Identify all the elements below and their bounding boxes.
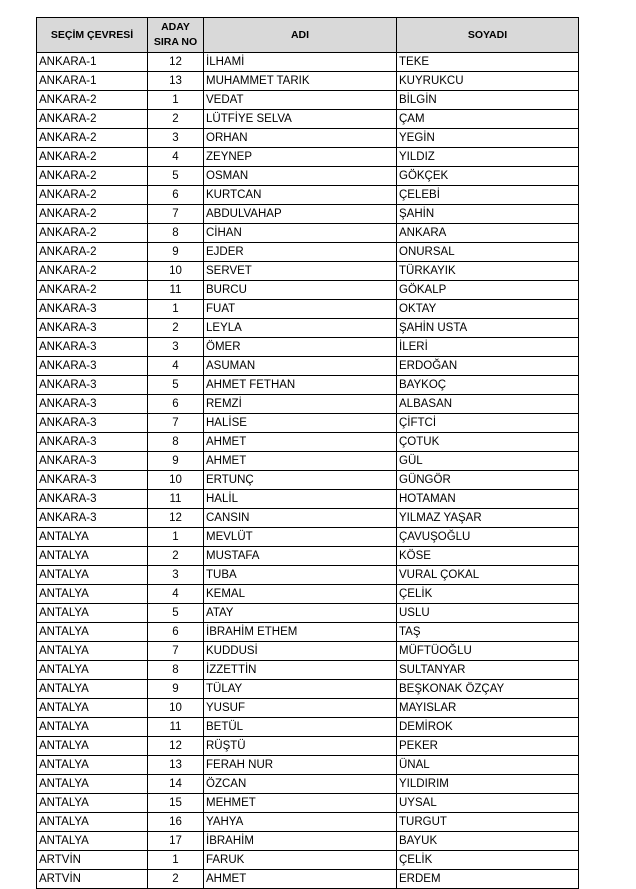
table-row bbox=[37, 376, 579, 395]
table-row bbox=[37, 433, 579, 452]
cell-name: İBRAHİM ETHEM bbox=[204, 623, 397, 642]
cell-name: AHMET bbox=[204, 452, 397, 471]
table-row bbox=[37, 775, 579, 794]
candidate-list-sheet bbox=[36, 17, 578, 889]
cell-order-no: 10 bbox=[148, 262, 204, 281]
table-row bbox=[37, 737, 579, 756]
cell-surname: OKTAY bbox=[397, 300, 579, 319]
table-row bbox=[37, 718, 579, 737]
cell-surname: ŞAHİN USTA bbox=[397, 319, 579, 338]
cell-region: ANKARA-2 bbox=[37, 148, 148, 167]
cell-order-no: 7 bbox=[148, 205, 204, 224]
table-row bbox=[37, 699, 579, 718]
cell-name: RÜŞTÜ bbox=[204, 737, 397, 756]
cell-region: ANTALYA bbox=[37, 813, 148, 832]
cell-surname: KÖSE bbox=[397, 547, 579, 566]
cell-surname: VURAL ÇOKAL bbox=[397, 566, 579, 585]
cell-surname: GÜL bbox=[397, 452, 579, 471]
cell-name: CİHAN bbox=[204, 224, 397, 243]
cell-surname: BİLGİN bbox=[397, 91, 579, 110]
cell-name: İLHAMİ bbox=[204, 53, 397, 72]
cell-name: TÜLAY bbox=[204, 680, 397, 699]
cell-region: ANKARA-2 bbox=[37, 281, 148, 300]
cell-name: İZZETTİN bbox=[204, 661, 397, 680]
cell-order-no: 13 bbox=[148, 756, 204, 775]
cell-surname: ERDOĞAN bbox=[397, 357, 579, 376]
cell-name: FARUK bbox=[204, 851, 397, 870]
cell-surname: ÇOTUK bbox=[397, 433, 579, 452]
cell-name: MEVLÜT bbox=[204, 528, 397, 547]
table-row bbox=[37, 205, 579, 224]
cell-order-no: 5 bbox=[148, 167, 204, 186]
cell-region: ANTALYA bbox=[37, 699, 148, 718]
cell-name: SERVET bbox=[204, 262, 397, 281]
cell-order-no: 3 bbox=[148, 338, 204, 357]
cell-order-no: 8 bbox=[148, 224, 204, 243]
cell-region: ANKARA-3 bbox=[37, 509, 148, 528]
cell-order-no: 11 bbox=[148, 490, 204, 509]
cell-order-no: 10 bbox=[148, 699, 204, 718]
cell-region: ANKARA-3 bbox=[37, 395, 148, 414]
cell-surname: BAYKOÇ bbox=[397, 376, 579, 395]
cell-surname: ÇAM bbox=[397, 110, 579, 129]
table-row bbox=[37, 129, 579, 148]
cell-region: ANTALYA bbox=[37, 604, 148, 623]
cell-surname: SULTANYAR bbox=[397, 661, 579, 680]
cell-region: ARTVİN bbox=[37, 851, 148, 870]
cell-order-no: 9 bbox=[148, 680, 204, 699]
cell-region: ANKARA-3 bbox=[37, 376, 148, 395]
table-row bbox=[37, 452, 579, 471]
header-region: SEÇİM ÇEVRESİ bbox=[37, 18, 148, 53]
cell-order-no: 8 bbox=[148, 661, 204, 680]
cell-surname: MAYISLAR bbox=[397, 699, 579, 718]
cell-region: ANKARA-3 bbox=[37, 471, 148, 490]
cell-order-no: 4 bbox=[148, 148, 204, 167]
cell-name: BETÜL bbox=[204, 718, 397, 737]
cell-order-no: 15 bbox=[148, 794, 204, 813]
table-row bbox=[37, 224, 579, 243]
table-row bbox=[37, 414, 579, 433]
cell-region: ANTALYA bbox=[37, 756, 148, 775]
cell-name: AHMET FETHAN bbox=[204, 376, 397, 395]
cell-surname: ONURSAL bbox=[397, 243, 579, 262]
cell-order-no: 6 bbox=[148, 623, 204, 642]
cell-region: ANKARA-2 bbox=[37, 186, 148, 205]
cell-name: OSMAN bbox=[204, 167, 397, 186]
cell-surname: BAYUK bbox=[397, 832, 579, 851]
cell-region: ANTALYA bbox=[37, 832, 148, 851]
cell-order-no: 13 bbox=[148, 72, 204, 91]
cell-surname: PEKER bbox=[397, 737, 579, 756]
cell-surname: ÇAVUŞOĞLU bbox=[397, 528, 579, 547]
header-order-line1: ADAY bbox=[161, 21, 190, 33]
cell-region: ANTALYA bbox=[37, 737, 148, 756]
cell-name: MEHMET bbox=[204, 794, 397, 813]
cell-surname: GÖKALP bbox=[397, 281, 579, 300]
cell-region: ANKARA-2 bbox=[37, 262, 148, 281]
cell-region: ANKARA-2 bbox=[37, 129, 148, 148]
cell-order-no: 4 bbox=[148, 357, 204, 376]
table-row bbox=[37, 395, 579, 414]
cell-region: ANKARA-3 bbox=[37, 338, 148, 357]
header-order-line2: SIRA NO bbox=[153, 36, 198, 48]
cell-region: ANTALYA bbox=[37, 547, 148, 566]
cell-name: ORHAN bbox=[204, 129, 397, 148]
cell-region: ANKARA-3 bbox=[37, 357, 148, 376]
cell-order-no: 5 bbox=[148, 604, 204, 623]
cell-order-no: 12 bbox=[148, 737, 204, 756]
table-row bbox=[37, 832, 579, 851]
cell-region: ANTALYA bbox=[37, 528, 148, 547]
table-row bbox=[37, 509, 579, 528]
cell-surname: İLERİ bbox=[397, 338, 579, 357]
table-row bbox=[37, 91, 579, 110]
cell-name: HALİSE bbox=[204, 414, 397, 433]
table-row bbox=[37, 661, 579, 680]
cell-surname: TEKE bbox=[397, 53, 579, 72]
table-row bbox=[37, 813, 579, 832]
cell-region: ANTALYA bbox=[37, 642, 148, 661]
cell-surname: GÖKÇEK bbox=[397, 167, 579, 186]
cell-surname: YILDIZ bbox=[397, 148, 579, 167]
cell-region: ANKARA-2 bbox=[37, 110, 148, 129]
cell-order-no: 9 bbox=[148, 243, 204, 262]
cell-name: VEDAT bbox=[204, 91, 397, 110]
cell-order-no: 12 bbox=[148, 509, 204, 528]
table-row bbox=[37, 110, 579, 129]
cell-order-no: 3 bbox=[148, 129, 204, 148]
cell-name: REMZİ bbox=[204, 395, 397, 414]
table-row bbox=[37, 167, 579, 186]
cell-region: ANTALYA bbox=[37, 680, 148, 699]
cell-name: HALİL bbox=[204, 490, 397, 509]
header-order bbox=[148, 18, 204, 53]
cell-order-no: 4 bbox=[148, 585, 204, 604]
cell-order-no: 11 bbox=[148, 281, 204, 300]
candidate-table bbox=[36, 17, 579, 889]
cell-order-no: 6 bbox=[148, 395, 204, 414]
cell-order-no: 2 bbox=[148, 547, 204, 566]
table-row bbox=[37, 851, 579, 870]
cell-name: AHMET bbox=[204, 870, 397, 889]
cell-surname: ŞAHİN bbox=[397, 205, 579, 224]
table-row bbox=[37, 471, 579, 490]
cell-surname: BEŞKONAK ÖZÇAY bbox=[397, 680, 579, 699]
cell-region: ANKARA-3 bbox=[37, 319, 148, 338]
cell-region: ANKARA-3 bbox=[37, 433, 148, 452]
cell-region: ANTALYA bbox=[37, 661, 148, 680]
cell-surname: USLU bbox=[397, 604, 579, 623]
cell-order-no: 1 bbox=[148, 91, 204, 110]
cell-surname: ÇELEBİ bbox=[397, 186, 579, 205]
cell-name: FUAT bbox=[204, 300, 397, 319]
table-row bbox=[37, 72, 579, 91]
table-row bbox=[37, 623, 579, 642]
table-row bbox=[37, 585, 579, 604]
cell-name: BURCU bbox=[204, 281, 397, 300]
cell-name: TUBA bbox=[204, 566, 397, 585]
table-row bbox=[37, 243, 579, 262]
cell-name: YUSUF bbox=[204, 699, 397, 718]
cell-name: EJDER bbox=[204, 243, 397, 262]
cell-surname: GÜNGÖR bbox=[397, 471, 579, 490]
cell-name: LÜTFİYE SELVA bbox=[204, 110, 397, 129]
cell-surname: ANKARA bbox=[397, 224, 579, 243]
cell-order-no: 12 bbox=[148, 53, 204, 72]
cell-order-no: 17 bbox=[148, 832, 204, 851]
cell-surname: HOTAMAN bbox=[397, 490, 579, 509]
cell-order-no: 11 bbox=[148, 718, 204, 737]
cell-region: ANKARA-3 bbox=[37, 414, 148, 433]
cell-surname: DEMİROK bbox=[397, 718, 579, 737]
cell-name: ERTUNÇ bbox=[204, 471, 397, 490]
cell-order-no: 1 bbox=[148, 528, 204, 547]
cell-surname: ÇELİK bbox=[397, 585, 579, 604]
header-row bbox=[37, 18, 579, 53]
cell-name: KEMAL bbox=[204, 585, 397, 604]
cell-surname: ÇELİK bbox=[397, 851, 579, 870]
cell-surname: YILMAZ YAŞAR bbox=[397, 509, 579, 528]
cell-region: ANKARA-2 bbox=[37, 91, 148, 110]
cell-region: ANKARA-1 bbox=[37, 72, 148, 91]
cell-region: ANKARA-1 bbox=[37, 53, 148, 72]
cell-region: ANTALYA bbox=[37, 585, 148, 604]
cell-order-no: 2 bbox=[148, 870, 204, 889]
table-row bbox=[37, 357, 579, 376]
cell-surname: TURGUT bbox=[397, 813, 579, 832]
table-row bbox=[37, 870, 579, 889]
table-row bbox=[37, 528, 579, 547]
table-row bbox=[37, 566, 579, 585]
table-row bbox=[37, 186, 579, 205]
cell-name: FERAH NUR bbox=[204, 756, 397, 775]
table-row bbox=[37, 319, 579, 338]
cell-order-no: 8 bbox=[148, 433, 204, 452]
cell-region: ANKARA-3 bbox=[37, 300, 148, 319]
table-body bbox=[37, 53, 579, 889]
cell-surname: MÜFTÜOĞLU bbox=[397, 642, 579, 661]
cell-name: MUHAMMET TARIK bbox=[204, 72, 397, 91]
cell-name: CANSIN bbox=[204, 509, 397, 528]
cell-order-no: 1 bbox=[148, 851, 204, 870]
cell-order-no: 5 bbox=[148, 376, 204, 395]
cell-region: ANKARA-2 bbox=[37, 205, 148, 224]
cell-region: ANTALYA bbox=[37, 623, 148, 642]
cell-name: ÖZCAN bbox=[204, 775, 397, 794]
cell-surname: TÜRKAYIK bbox=[397, 262, 579, 281]
table-row bbox=[37, 794, 579, 813]
cell-order-no: 1 bbox=[148, 300, 204, 319]
cell-name: LEYLA bbox=[204, 319, 397, 338]
table-row bbox=[37, 642, 579, 661]
cell-name: ZEYNEP bbox=[204, 148, 397, 167]
cell-surname: YILDIRIM bbox=[397, 775, 579, 794]
table-row bbox=[37, 53, 579, 72]
table-row bbox=[37, 262, 579, 281]
table-row bbox=[37, 338, 579, 357]
cell-order-no: 9 bbox=[148, 452, 204, 471]
cell-region: ANTALYA bbox=[37, 718, 148, 737]
cell-region: ANKARA-2 bbox=[37, 243, 148, 262]
cell-region: ARTVİN bbox=[37, 870, 148, 889]
table-row bbox=[37, 281, 579, 300]
table-row bbox=[37, 756, 579, 775]
cell-name: YAHYA bbox=[204, 813, 397, 832]
cell-name: ASUMAN bbox=[204, 357, 397, 376]
header-name: ADI bbox=[204, 18, 397, 53]
cell-surname: TAŞ bbox=[397, 623, 579, 642]
cell-name: ÖMER bbox=[204, 338, 397, 357]
cell-name: ATAY bbox=[204, 604, 397, 623]
cell-name: ABDULVAHAP bbox=[204, 205, 397, 224]
cell-name: İBRAHİM bbox=[204, 832, 397, 851]
cell-order-no: 6 bbox=[148, 186, 204, 205]
cell-surname: ERDEM bbox=[397, 870, 579, 889]
table-row bbox=[37, 547, 579, 566]
cell-region: ANTALYA bbox=[37, 566, 148, 585]
cell-surname: ÇİFTCİ bbox=[397, 414, 579, 433]
cell-region: ANTALYA bbox=[37, 794, 148, 813]
table-row bbox=[37, 604, 579, 623]
cell-surname: KUYRUKCU bbox=[397, 72, 579, 91]
cell-region: ANKARA-2 bbox=[37, 167, 148, 186]
cell-region: ANKARA-2 bbox=[37, 224, 148, 243]
cell-order-no: 14 bbox=[148, 775, 204, 794]
table-row bbox=[37, 148, 579, 167]
table-row bbox=[37, 300, 579, 319]
cell-name: KUDDUSİ bbox=[204, 642, 397, 661]
cell-order-no: 7 bbox=[148, 414, 204, 433]
cell-order-no: 16 bbox=[148, 813, 204, 832]
cell-order-no: 10 bbox=[148, 471, 204, 490]
cell-name: AHMET bbox=[204, 433, 397, 452]
cell-region: ANKARA-3 bbox=[37, 490, 148, 509]
cell-order-no: 2 bbox=[148, 319, 204, 338]
cell-order-no: 2 bbox=[148, 110, 204, 129]
cell-order-no: 3 bbox=[148, 566, 204, 585]
cell-surname: ÜNAL bbox=[397, 756, 579, 775]
header-surname: SOYADI bbox=[397, 18, 579, 53]
cell-surname: UYSAL bbox=[397, 794, 579, 813]
table-row bbox=[37, 680, 579, 699]
cell-surname: ALBASAN bbox=[397, 395, 579, 414]
table-row bbox=[37, 490, 579, 509]
cell-region: ANTALYA bbox=[37, 775, 148, 794]
cell-region: ANKARA-3 bbox=[37, 452, 148, 471]
cell-surname: YEGİN bbox=[397, 129, 579, 148]
cell-name: MUSTAFA bbox=[204, 547, 397, 566]
cell-name: KURTCAN bbox=[204, 186, 397, 205]
cell-order-no: 7 bbox=[148, 642, 204, 661]
